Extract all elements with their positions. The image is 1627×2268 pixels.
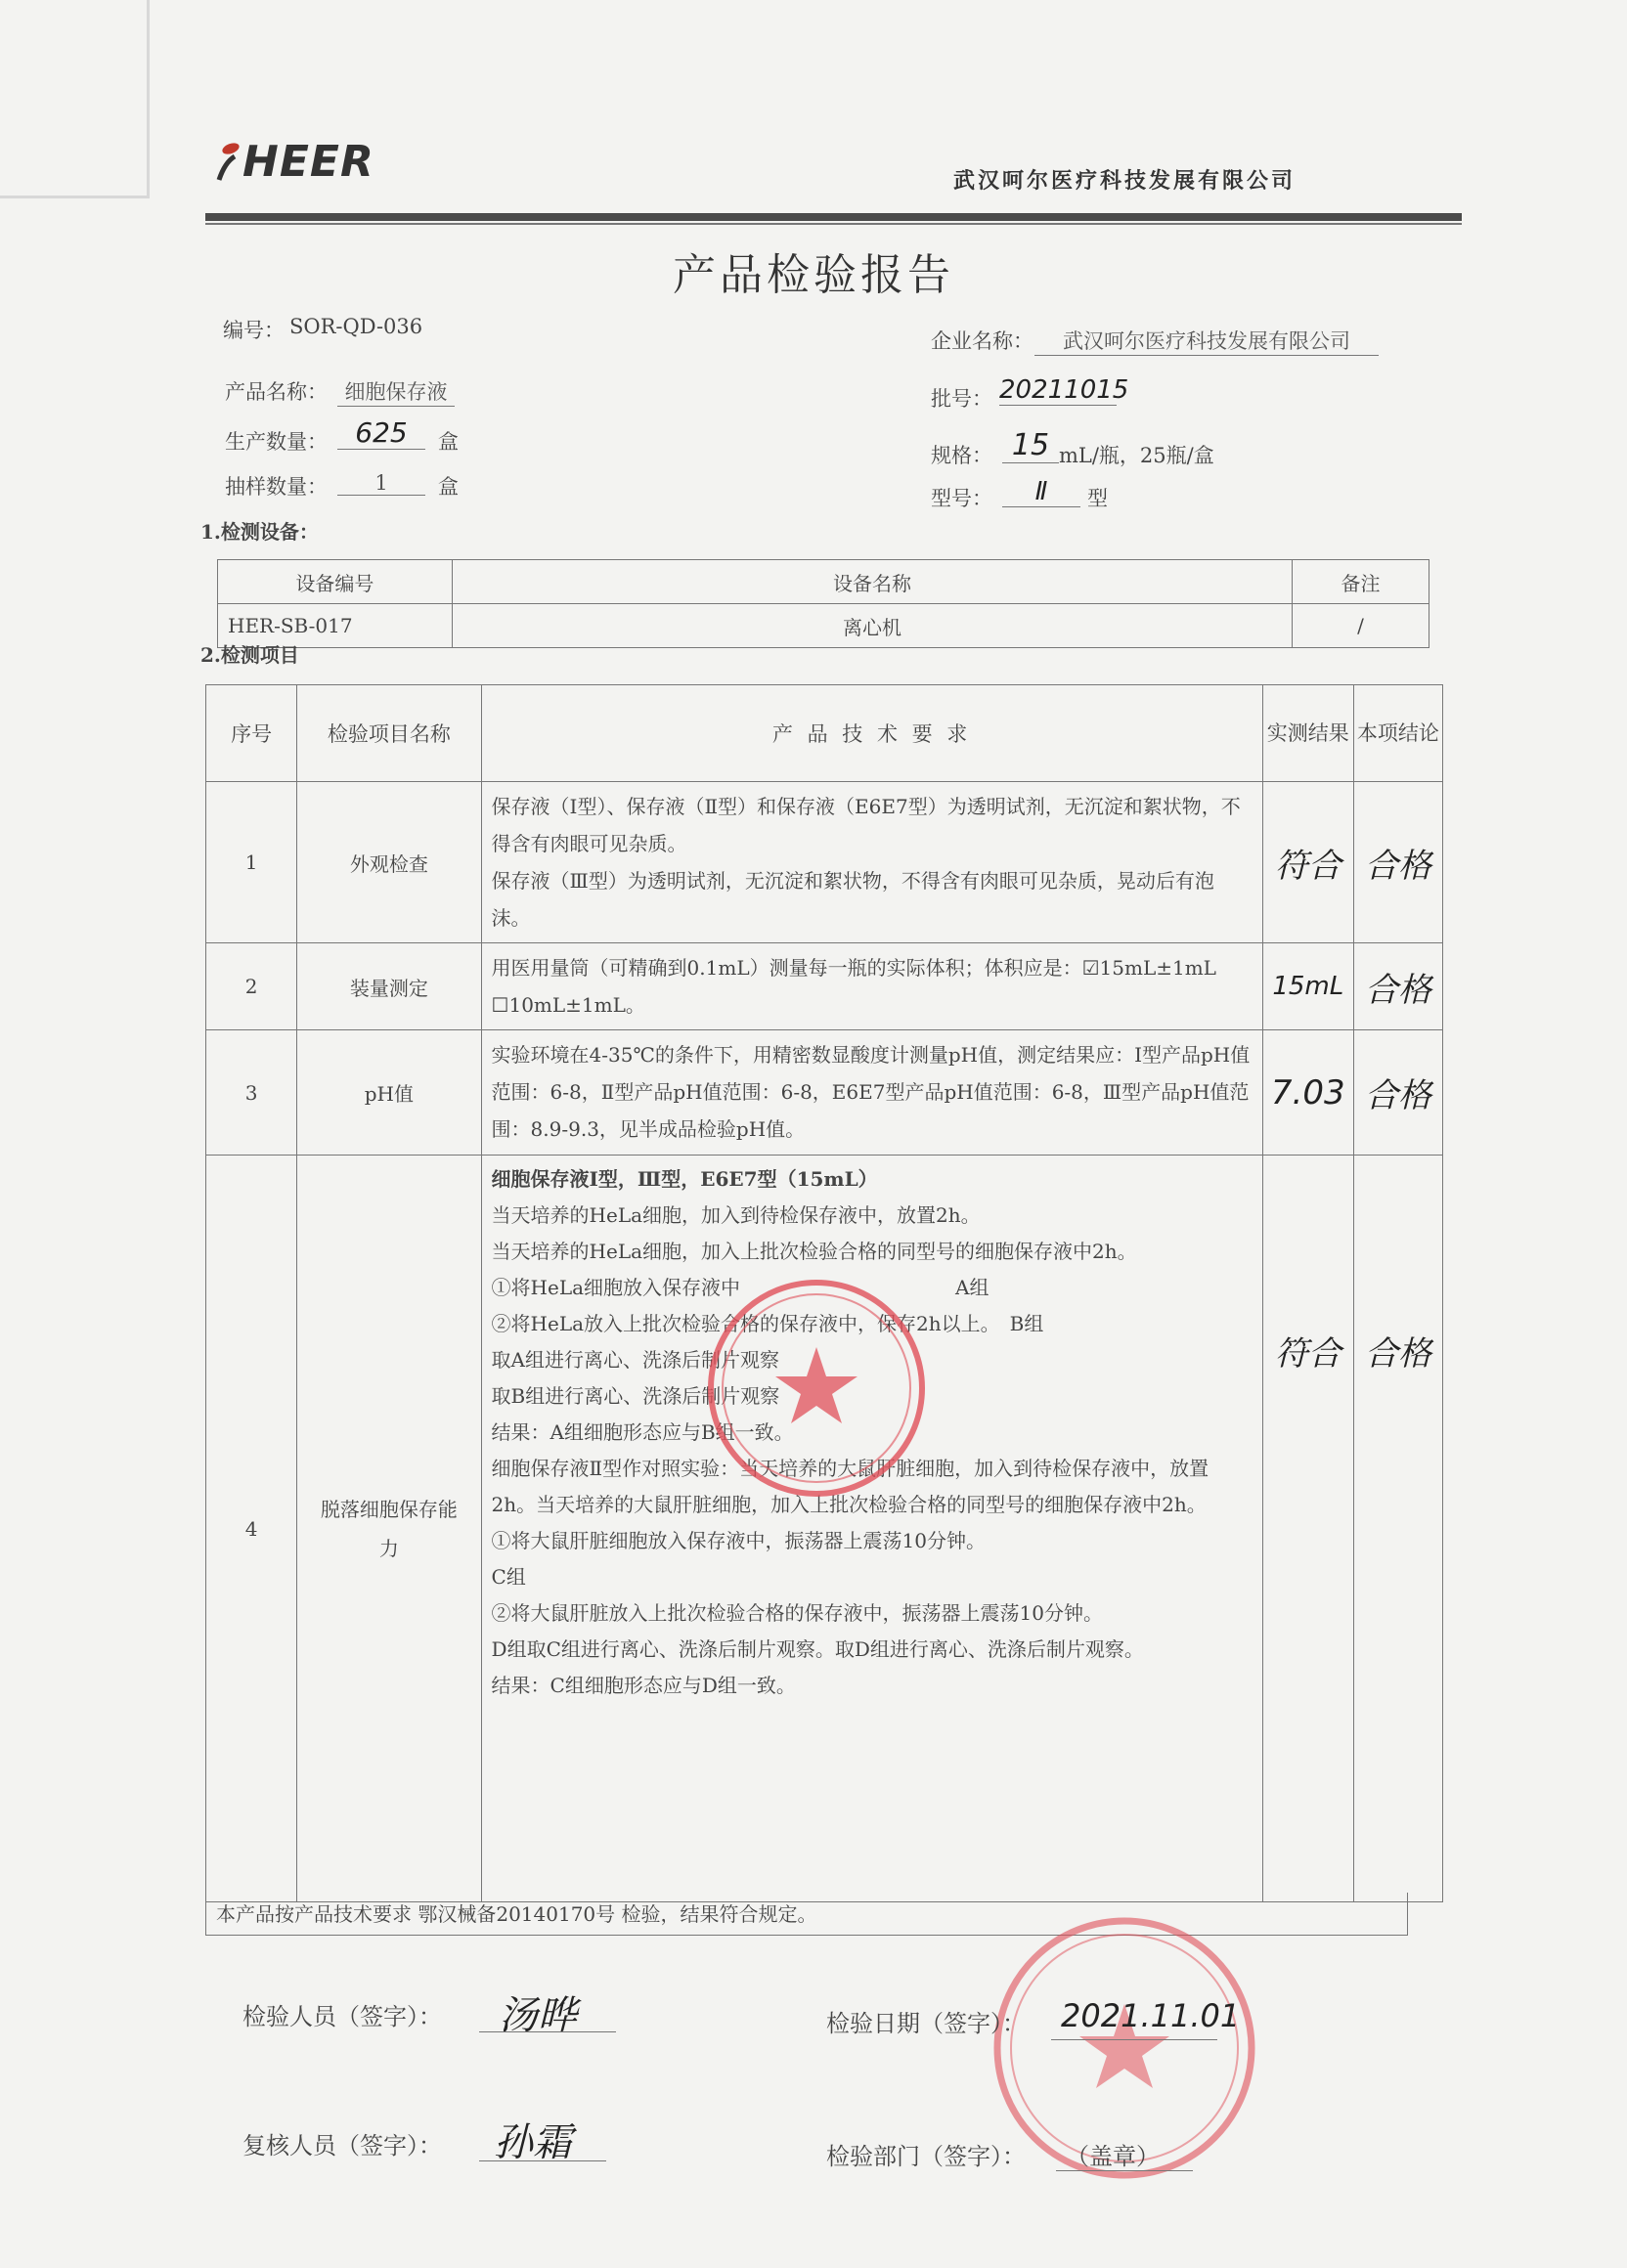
inspector-label: 检验人员（签字）： <box>242 2003 442 2030</box>
item-req <box>481 782 1262 943</box>
item-conclusion: 合格 <box>1353 943 1442 1030</box>
batch-value: 20211015 <box>999 375 1129 405</box>
inspector-line <box>479 2031 616 2032</box>
item-req-line: 细胞保存液Ⅱ型作对照实验：当天培养的大鼠肝脏细胞，加入到待检保存液中，放置2h。当天培养的大鼠肝脏细胞，加入上批次检验合格的同型号的细胞保存液中2h。 <box>491 1457 1209 1516</box>
dept-seal-note: （盖章） <box>1066 2143 1160 2170</box>
enterprise-label: 企业名称： <box>931 329 1033 353</box>
item-name: 装量测定 <box>297 943 481 1030</box>
item-req-line: 取B组进行离心、洗涤后制片观察 <box>491 1384 780 1408</box>
table-row <box>206 943 1443 1030</box>
table-row <box>206 782 1443 943</box>
page-title: 产品检验报告 <box>673 250 954 300</box>
equipment-name-cell: 离心机 <box>452 604 1292 648</box>
product-label: 产品名称： <box>225 380 328 404</box>
item-name: 脱落细胞保存能力 <box>297 1156 481 1902</box>
header-rule-thin <box>205 223 1462 225</box>
qty-unit: 盒 <box>438 430 459 454</box>
product-value: 细胞保存液 <box>337 376 455 407</box>
items-header-row <box>206 685 1443 782</box>
item-req-line: 保存液（Ⅰ型）、保存液（Ⅱ型）和保存液（E6E7型）为透明试剂，无沉淀和絮状物，不得含有肉眼可见杂质。 <box>491 795 1241 855</box>
item-no: 3 <box>206 1030 297 1156</box>
item-req-line: 结果：C组细胞形态应与D组一致。 <box>491 1674 796 1697</box>
items-header-req: 产 品 技 术 要 求 <box>481 685 1262 782</box>
qty-label: 生产数量： <box>225 430 328 454</box>
items-header-name: 检验项目名称 <box>297 685 481 782</box>
items-header-result: 实测结果 <box>1262 685 1353 782</box>
item-no: 1 <box>206 782 297 943</box>
equipment-table <box>217 559 1429 648</box>
section-items-title: 2.检测项目 <box>200 643 299 667</box>
item-result: 15mL <box>1262 943 1353 1030</box>
equipment-id-cell: HER-SB-017 <box>218 604 453 648</box>
item-conclusion: 合格 <box>1353 1030 1442 1156</box>
sample-value: 1 <box>337 471 425 496</box>
doc-no-value: SOR-QD-036 <box>289 315 423 338</box>
item-req <box>481 1156 1262 1902</box>
item-result: 符合 <box>1262 782 1353 943</box>
inspection-date: 2021.11.01 <box>1061 1997 1241 2034</box>
item-req-line: 结果：A组细胞形态应与B组一致。 <box>491 1420 794 1444</box>
official-seal-icon <box>699 1271 934 1505</box>
item-no: 2 <box>206 943 297 1030</box>
item-req-line: ②将大鼠肝脏放入上批次检验合格的保存液中，振荡器上震荡10分钟。 <box>491 1601 1103 1625</box>
item-name: 外观检查 <box>297 782 481 943</box>
equipment-header-row <box>218 560 1429 604</box>
reviewer-line <box>479 2160 606 2161</box>
item-req-line: C组 <box>491 1565 526 1589</box>
sample-unit: 盒 <box>438 475 459 499</box>
item-req-line: 实验环境在4-35℃的条件下，用精密数显酸度计测量pH值，测定结果应：Ⅰ型产品pH值范围：6-8，Ⅱ型产品pH值范围：6-8，E6E7型产品pH值范围：6-8，Ⅲ型产品pH值范围：8.9-9.3，见半成品检验pH值。 <box>491 1043 1251 1141</box>
spec-label: 规格： <box>931 444 992 467</box>
spec-value-rest: mL/瓶，25瓶/盒 <box>1059 444 1214 467</box>
equipment-header-remark: 备注 <box>1293 560 1429 604</box>
company-logo <box>213 137 399 186</box>
item-req-line: 取A组进行离心、洗涤后制片观察 <box>491 1348 779 1372</box>
model-unit: 型 <box>1087 487 1108 510</box>
header-rule <box>205 213 1462 221</box>
logo-text: HEER <box>242 137 374 187</box>
items-header-conclusion: 本项结论 <box>1353 685 1442 782</box>
inspector-signature: 汤晔 <box>499 1993 577 2038</box>
table-row <box>206 1156 1443 1902</box>
table-row <box>206 1030 1443 1156</box>
company-name-header: 武汉呵尔医疗科技发展有限公司 <box>953 168 1297 194</box>
dept-label: 检验部门（签字）： <box>826 2143 1026 2170</box>
item-req-line: ②将HeLa放入上批次检验合格的保存液中，保存2h以上。 B组 <box>491 1312 1044 1335</box>
footnote: 本产品按产品技术要求 鄂汉械备20140170号 检验，结果符合规定。 <box>205 1893 1408 1936</box>
item-req-line: 用医用量筒（可精确到0.1mL）测量每一瓶的实际体积；体积应是：☑15mL±1mL ☐10mL±1mL。 <box>491 956 1216 1017</box>
doc-no-label: 编号： <box>223 319 285 342</box>
item-req-line: 当天培养的HeLa细胞，加入上批次检验合格的同型号的细胞保存液中2h。 <box>491 1240 1137 1263</box>
logo-mark-icon <box>213 141 242 184</box>
item-result: 符合 <box>1262 1156 1353 1902</box>
item-req-line: D组取C组进行离心、洗涤后制片观察。取D组进行离心、洗涤后制片观察。 <box>491 1637 1144 1661</box>
date-line <box>1051 2039 1217 2040</box>
reviewer-signature: 孙霜 <box>494 2120 572 2165</box>
page-edge-shadow <box>0 0 150 198</box>
item-name: pH值 <box>297 1030 481 1156</box>
qty-value: 625 <box>337 416 425 450</box>
items-header-no: 序号 <box>206 685 297 782</box>
sample-label: 抽样数量： <box>225 475 328 499</box>
item-conclusion: 合格 <box>1353 1156 1442 1902</box>
item-conclusion: 合格 <box>1353 782 1442 943</box>
item-no: 4 <box>206 1156 297 1902</box>
item-req-line: ①将HeLa细胞放入保存液中 A组 <box>491 1276 989 1299</box>
date-label: 检验日期（签字）： <box>826 2010 1026 2037</box>
table-row <box>218 604 1429 648</box>
enterprise-value: 武汉呵尔医疗科技发展有限公司 <box>1034 326 1379 356</box>
item-req-line: 当天培养的HeLa细胞，加入到待检保存液中，放置2h。 <box>491 1203 981 1227</box>
batch-label: 批号： <box>931 387 992 411</box>
item-req-line: 细胞保存液Ⅰ型，Ⅲ型，E6E7型（15mL） <box>491 1167 878 1191</box>
model-value: Ⅱ <box>1002 477 1080 507</box>
section-equipment-title: 1.检测设备： <box>200 520 319 544</box>
item-req-line: 保存液（Ⅲ型）为透明试剂，无沉淀和絮状物，不得含有肉眼可见杂质，晃动后有泡沫。 <box>491 869 1214 930</box>
equipment-header-name: 设备名称 <box>452 560 1292 604</box>
dept-line <box>1056 2170 1193 2171</box>
equipment-remark-cell: / <box>1293 604 1429 648</box>
equipment-header-id: 设备编号 <box>218 560 453 604</box>
item-req-line: ①将大鼠肝脏细胞放入保存液中，振荡器上震荡10分钟。 <box>491 1529 986 1552</box>
item-req <box>481 1030 1262 1156</box>
model-label: 型号： <box>931 487 992 510</box>
reviewer-label: 复核人员（签字）： <box>242 2132 442 2159</box>
item-result: 7.03 <box>1262 1030 1353 1156</box>
item-req <box>481 943 1262 1030</box>
spec-value-hand: 15 <box>1002 428 1059 463</box>
